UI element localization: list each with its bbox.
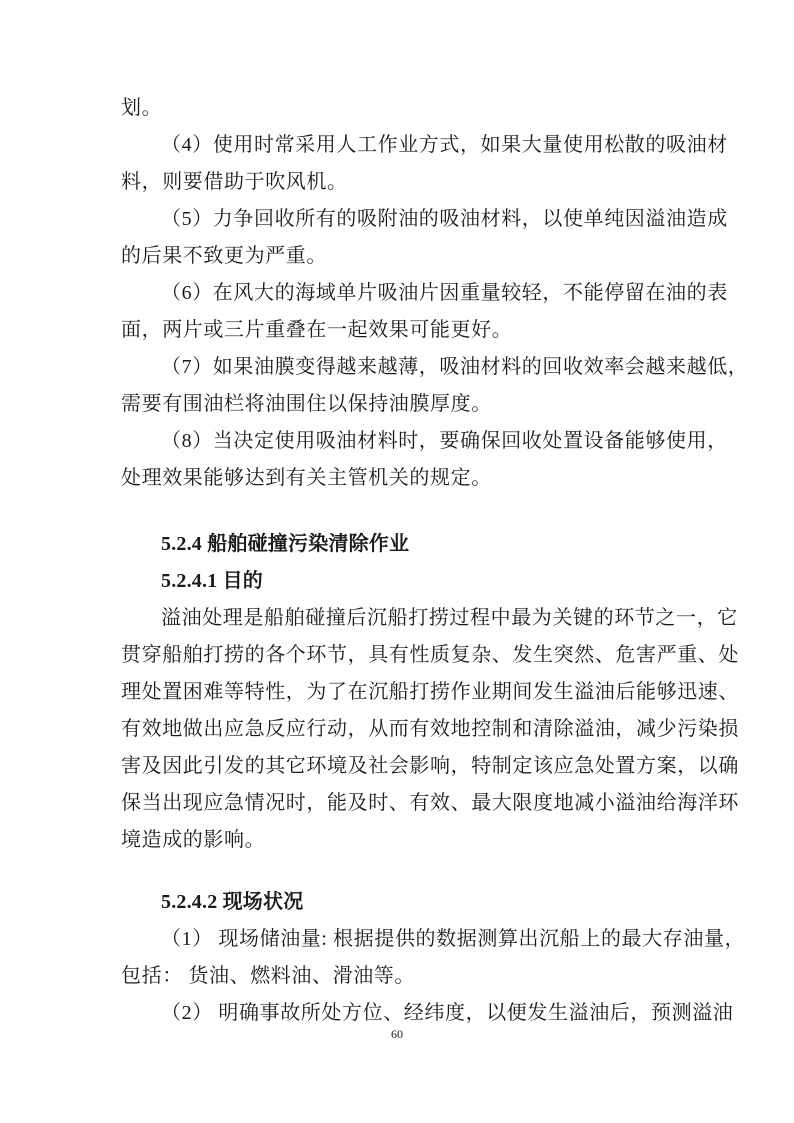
section-heading-5-2-4-2: 5.2.4.2 现场状况 — [161, 891, 304, 913]
list-item-5-line-1: （5）力争回收所有的吸附油的吸油材料，以使单纯因溢油造成 — [161, 208, 728, 230]
purpose-paragraph-line-6: 保当出现应急情况时，能及时、有效、最大限度地减小溢油给海洋环 — [121, 792, 739, 814]
purpose-paragraph-line-2: 贯穿船舶打捞的各个环节，具有性质复杂、发生突然、危害严重、处 — [121, 644, 739, 666]
list-item-5-line-2: 的后果不致更为严重。 — [121, 245, 327, 267]
site-status-item-1-line-2: 包括： 货油、燃料油、滑油等。 — [121, 965, 415, 987]
list-item-6-line-2: 面，两片或三片重叠在一起效果可能更好。 — [121, 319, 513, 341]
list-item-4-line-2: 料，则要借助于吹风机。 — [121, 171, 348, 193]
paragraph-line: 划。 — [121, 97, 163, 119]
purpose-paragraph-line-4: 有效地做出应急反应行动，从而有效地控制和清除溢油，减少污染损 — [121, 718, 739, 740]
section-heading-5-2-4-1: 5.2.4.1 目的 — [161, 570, 263, 592]
purpose-paragraph-line-1: 溢油处理是船舶碰撞后沉船打捞过程中最为关键的环节之一，它 — [161, 607, 738, 629]
site-status-item-2-line-1: （2） 明确事故所处方位、经纬度，以便发生溢油后，预测溢油 — [161, 1002, 734, 1024]
list-item-6-line-1: （6）在风大的海域单片吸油片因重量较轻，不能停留在油的表 — [161, 282, 728, 304]
purpose-paragraph-line-5: 害及因此引发的其它环境及社会影响，特制定该应急处置方案，以确 — [121, 755, 739, 777]
page-number: 60 — [391, 1027, 403, 1041]
list-item-8-line-1: （8）当决定使用吸油材料时，要确保回收处置设备能够使用， — [161, 430, 728, 452]
section-heading-5-2-4: 5.2.4 船舶碰撞污染清除作业 — [161, 533, 410, 555]
list-item-7-line-2: 需要有围油栏将油围住以保持油膜厚度。 — [121, 393, 492, 415]
site-status-item-1-line-1: （1） 现场储油量: 根据提供的数据测算出沉船上的最大存油量， — [161, 928, 746, 950]
purpose-paragraph-line-7: 境造成的影响。 — [121, 829, 266, 851]
list-item-7-line-1: （7）如果油膜变得越来越薄，吸油材料的回收效率会越来越低， — [161, 356, 749, 378]
list-item-4-line-1: （4）使用时常采用人工作业方式，如果大量使用松散的吸油材 — [161, 134, 728, 156]
list-item-8-line-2: 处理效果能够达到有关主管机关的规定。 — [121, 467, 492, 489]
purpose-paragraph-line-3: 理处置困难等特性，为了在沉船打捞作业期间发生溢油后能够迅速、 — [121, 681, 739, 703]
